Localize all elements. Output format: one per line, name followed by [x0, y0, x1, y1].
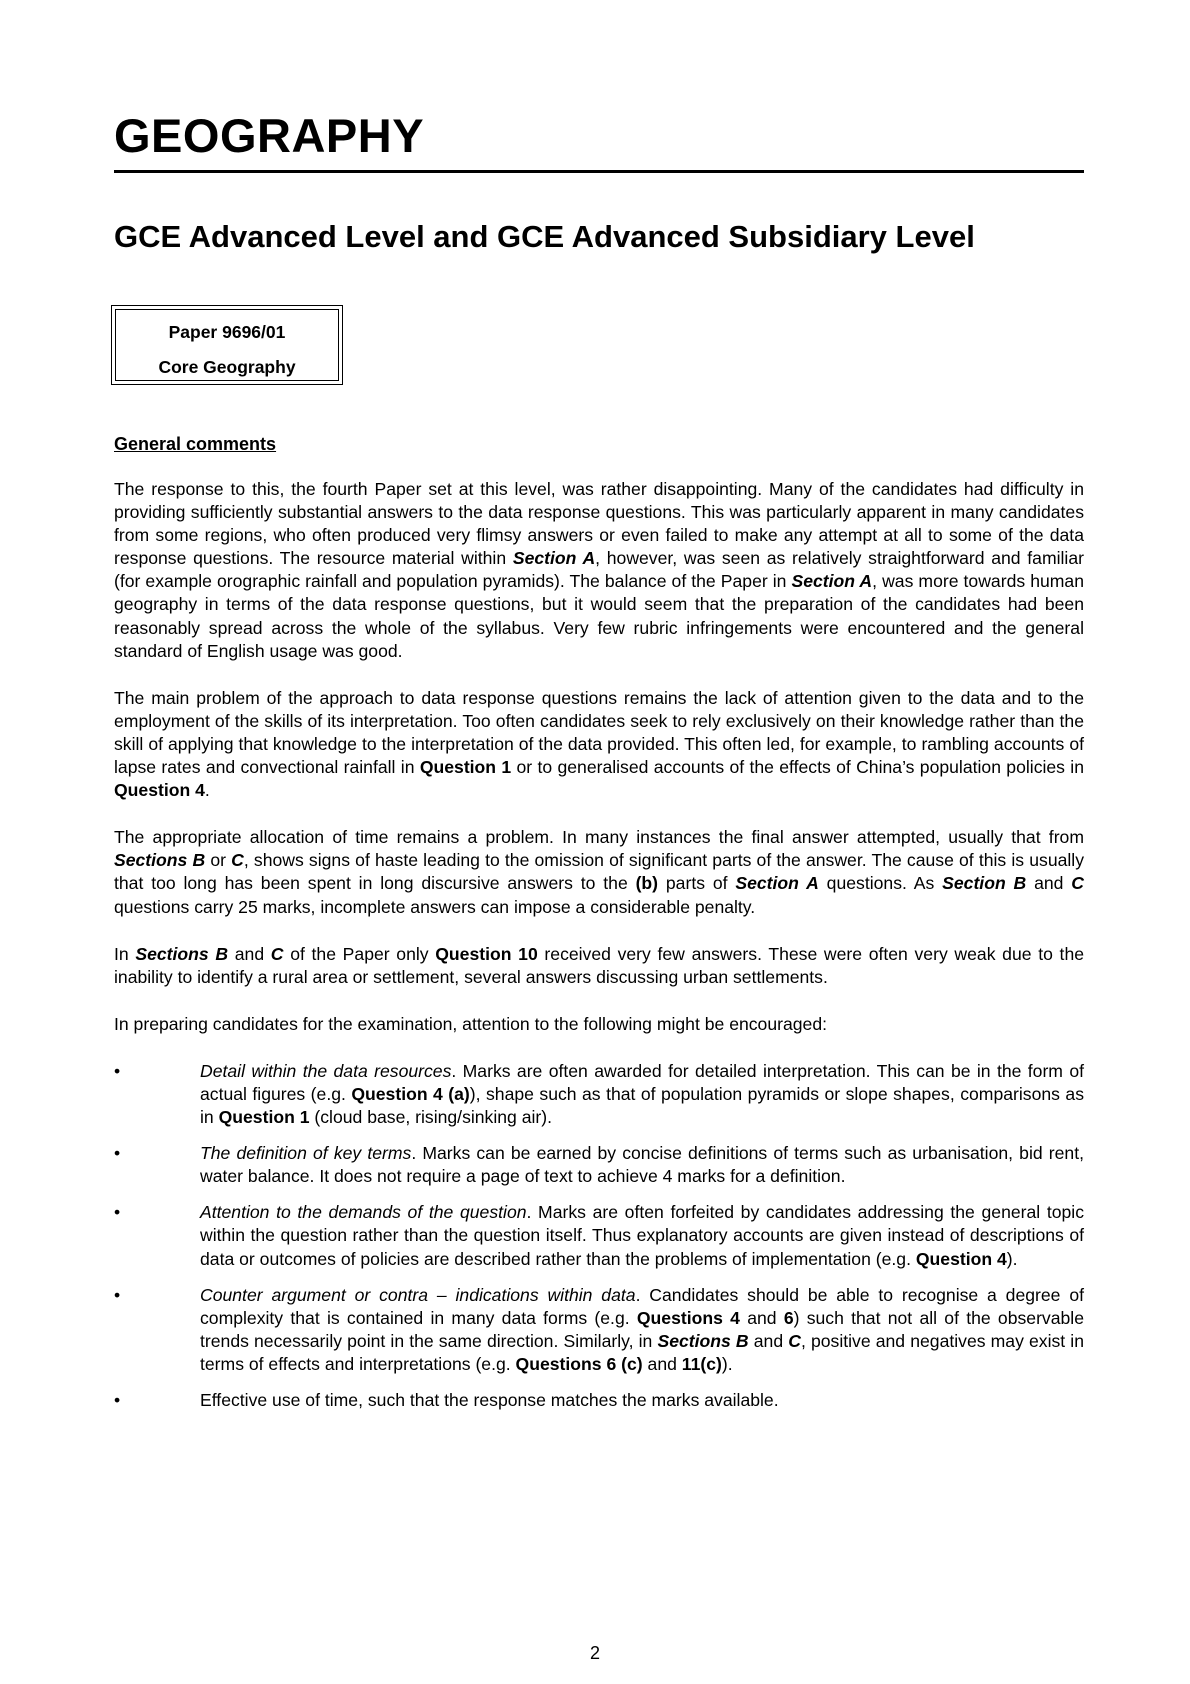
text-run: .: [204, 780, 210, 801]
text-run: and: [1026, 873, 1072, 894]
bold-text: Question 10: [435, 943, 538, 964]
bold-italic-text: C: [1071, 873, 1085, 894]
bold-text: Question 4 (a): [351, 1083, 470, 1104]
text-run: and: [228, 943, 271, 964]
bold-text: Question 4: [915, 1248, 1007, 1269]
text-run: ) such that not all of the observable trends necessarily point in the same direction. Similarly, in: [200, 1307, 1084, 1351]
bold-italic-text: Sections B: [114, 850, 206, 871]
text-run: . Marks are often awarded for detailed interpretation. This can be in the form of actual figures (e.g.: [200, 1060, 1084, 1104]
bullet-icon: •: [114, 1284, 121, 1305]
text-run: , shows signs of haste leading to the omission of significant parts of the answer. The cause of this is usually that too long has been spent in long discursive answers to the: [114, 850, 1084, 894]
italic-text: Detail within the data resources: [200, 1060, 452, 1081]
text-run: . Marks can be earned by concise definitions of terms such as urbanisation, bid rent, water balance. It does not require a page of text to achieve 4 marks for a definition.: [200, 1143, 1084, 1187]
bullet-text: [200, 1143, 1084, 1186]
text-run: parts of: [658, 873, 736, 894]
bullet-text: [200, 1061, 1084, 1127]
bullet-item: [114, 1284, 1084, 1376]
bold-italic-text: Sections B: [135, 943, 229, 964]
text-run: received very few answers. These were often very weak due to the inability to identify a rural area or settlement, several answers discussing urban settlements.: [114, 943, 1085, 987]
text-run: and: [748, 1330, 789, 1351]
bold-text: Question 1: [419, 757, 512, 778]
text-run: Effective use of time, such that the response matches the marks available.: [200, 1390, 779, 1410]
paper-name: Core Geography: [158, 357, 296, 377]
text-run: ).: [1006, 1248, 1018, 1269]
bullet-icon: •: [114, 1390, 121, 1410]
bold-italic-text: C: [788, 1330, 801, 1351]
italic-text: Counter argument or contra – indications within data: [200, 1284, 636, 1305]
text-run: and: [642, 1353, 682, 1374]
general-comments-body: [114, 478, 1084, 1425]
bold-italic-text: C: [270, 943, 284, 964]
text-run: . Marks are often forfeited by candidates addressing the general topic within the question rather than the question itself. Thus explanatory accounts are given instead of descriptions of data or outcomes of policies are described rather than the problems of implementation (e.g.: [200, 1202, 1084, 1269]
body-paragraph: [114, 943, 1084, 989]
body-paragraph: [114, 1013, 1084, 1036]
text-run: , positive and negatives may exist in terms of effects and interpretations (e.g.: [200, 1330, 1084, 1374]
text-run: , was more towards human geography in terms of the data response questions, but it would seem that the preparation of the candidates had been reasonably spread across the whole of the syllabus. Very few rubric infringements were encountered and the general standard of English usage was good.: [114, 571, 1084, 661]
text-run: questions carry 25 marks, incomplete answers can impose a considerable penalty.: [114, 896, 756, 917]
paper-info-box-inner: [115, 309, 339, 381]
text-run: In: [114, 943, 136, 964]
bullet-text: [200, 1285, 1084, 1374]
section-heading: General comments: [114, 434, 277, 454]
bold-italic-text: Section A: [791, 571, 873, 592]
text-run: . Candidates should be able to recognise a degree of complexity that is contained in many data forms (e.g.: [200, 1284, 1084, 1328]
bullet-icon: •: [114, 1202, 121, 1223]
text-run: The appropriate allocation of time remains a problem. In many instances the final answer attempted, usually that from: [114, 827, 1084, 848]
bullet-icon: •: [114, 1143, 121, 1164]
bold-text: Questions 6 (c): [515, 1353, 643, 1374]
text-run: , however, was seen as relatively straightforward and familiar (for example orographic rainfall and population pyramids). The balance of the Paper in: [114, 548, 1084, 592]
body-paragraph: [114, 826, 1084, 918]
bullet-list: [114, 1060, 1084, 1412]
page-number: 2: [589, 1643, 600, 1663]
text-run: or: [205, 850, 232, 871]
text-run: The main problem of the approach to data response questions remains the lack of attention given to the data and to the employment of the skills of its interpretation. Too often candidates seek to rely exclusively on their knowledge rather than the skill of applying that knowledge to the interpretation of the data provided. This often led, for example, to rambling accounts of lapse rates and convectional rainfall in: [114, 687, 1084, 778]
bullet-item: [114, 1389, 1084, 1412]
page-subtitle: GCE Advanced Level and GCE Advanced Subsidiary Level: [114, 219, 975, 254]
text-run: ), shape such as that of population pyramids or slope shapes, comparisons as in: [200, 1083, 1084, 1128]
text-run: of the Paper only: [283, 943, 436, 964]
bullet-icon: •: [114, 1060, 121, 1081]
text-run: and: [739, 1307, 784, 1328]
bold-text: Question 1: [218, 1107, 310, 1128]
text-run: or to generalised accounts of the effects of China’s population policies in: [511, 757, 1084, 778]
bullet-item: [114, 1060, 1084, 1129]
bullet-item: [114, 1142, 1084, 1188]
paragraph-list: [114, 478, 1084, 1036]
bullet-text: [200, 1202, 1084, 1268]
bullet-item: [114, 1201, 1084, 1270]
bold-text: 11(c): [681, 1353, 722, 1374]
page-title: GEOGRAPHY: [114, 109, 425, 162]
bold-italic-text: Sections B: [657, 1330, 749, 1351]
bold-text: (b): [635, 873, 659, 894]
italic-text: Attention to the demands of the question: [200, 1202, 527, 1223]
bold-italic-text: Section B: [942, 873, 1027, 894]
bold-italic-text: Section A: [512, 548, 596, 569]
text-run: (cloud base, rising/sinking air).: [309, 1107, 553, 1128]
bold-text: Question 4: [114, 780, 205, 801]
text-run: questions. As: [818, 873, 943, 894]
body-paragraph: [114, 687, 1084, 802]
title-rule: [114, 170, 1084, 173]
text-run: ).: [721, 1353, 733, 1374]
text-run: The response to this, the fourth Paper set at this level, was rather disappointing. Many of the candidates had difficulty in providing sufficiently substantial answers to the data response questions. This was particularly apparent in many candidates from some regions, who often produced very flimsy answers or even failed to make any attempt at all to some of the data response questions. The resource material within: [114, 479, 1084, 569]
bold-text: Questions 4: [636, 1307, 740, 1328]
paper-info-box: [111, 305, 343, 385]
text-run: In preparing candidates for the examination, attention to the following might be encouraged:: [114, 1013, 828, 1034]
paper-number: Paper 9696/01: [168, 322, 286, 342]
bold-italic-text: C: [231, 850, 244, 871]
bullet-text: [200, 1390, 779, 1410]
italic-text: The definition of key terms: [200, 1143, 412, 1164]
bold-text: 6: [783, 1307, 794, 1328]
bold-italic-text: Section A: [735, 873, 819, 894]
body-paragraph: [114, 478, 1084, 663]
